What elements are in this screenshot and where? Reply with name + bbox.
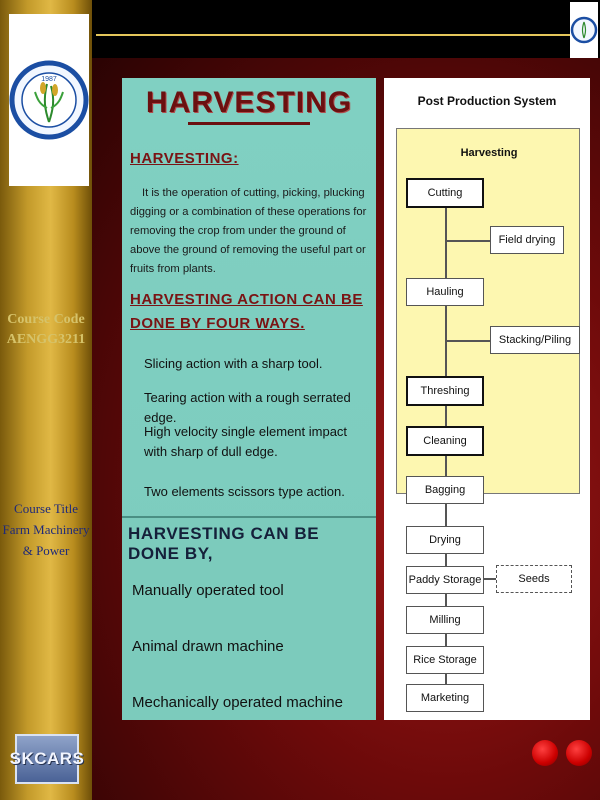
node-threshing: Threshing xyxy=(406,376,484,406)
header-divider xyxy=(96,34,570,36)
branch-seeds xyxy=(484,578,496,580)
node-milling: Milling xyxy=(406,606,484,634)
header-bar xyxy=(92,0,600,58)
diagram-title: Post Production System xyxy=(417,94,557,108)
course-title-line2: & Power xyxy=(22,543,70,558)
methods-panel xyxy=(122,516,376,720)
section1-paragraph: It is the operation of cutting, picking, plucking digging or a combination of these operations for removing the crop from under the ground of above the ground of removing the useful part or fruits from plants. xyxy=(130,187,367,275)
branch-stacking xyxy=(446,340,490,342)
action-item-3: High velocity single element impact with sharp of dull edge. xyxy=(144,424,348,459)
method-item-1: Manually operated tool xyxy=(132,582,284,599)
node-marketing: Marketing xyxy=(406,684,484,712)
node-cutting: Cutting xyxy=(406,178,484,208)
method-item-3: Mechanically operated machine xyxy=(132,694,343,711)
small-university-logo-icon xyxy=(570,2,598,58)
node-hauling: Hauling xyxy=(406,278,484,306)
logo-year: 1987 xyxy=(41,76,57,83)
node-seeds: Seeds xyxy=(496,565,572,593)
node-cleaning: Cleaning xyxy=(406,426,484,456)
panel-title: HARVESTING xyxy=(145,86,353,119)
course-code xyxy=(0,310,92,350)
method-item-2: Animal drawn machine xyxy=(132,638,284,655)
decorative-red-dot-2 xyxy=(566,740,592,766)
section1-heading: HARVESTING: xyxy=(130,150,239,167)
methods-heading: HARVESTING CAN BE DONE BY, xyxy=(128,524,320,563)
node-bagging: Bagging xyxy=(406,476,484,504)
action-item-2: Tearing action with a rough serrated edge. xyxy=(144,390,351,425)
course-title xyxy=(0,498,92,561)
action-item-1: Slicing action with a sharp tool. xyxy=(144,356,323,371)
node-field-drying: Field drying xyxy=(490,226,564,254)
course-title-line1: Farm Machinery xyxy=(2,522,90,537)
course-code-label: Course Code xyxy=(7,312,85,327)
sidebar xyxy=(0,0,92,800)
node-drying: Drying xyxy=(406,526,484,554)
action-item-4: Two elements scissors type action. xyxy=(144,484,345,499)
harvesting-group-label: Harvesting xyxy=(460,147,518,159)
course-code-value: AENGG3211 xyxy=(6,332,86,347)
university-seal-icon xyxy=(9,14,89,186)
harvesting-panel xyxy=(122,78,376,720)
decorative-red-dot-1 xyxy=(532,740,558,766)
post-production-diagram xyxy=(384,78,590,720)
branch-field-drying xyxy=(446,240,490,242)
section2-heading: HARVESTING ACTION CAN BE DONE BY FOUR WAYS. xyxy=(130,291,363,332)
node-rice-storage: Rice Storage xyxy=(406,646,484,674)
skcars-badge: SKCARS xyxy=(15,734,79,784)
node-stacking: Stacking/Piling xyxy=(490,326,580,354)
university-logo xyxy=(9,14,89,186)
course-title-label: Course Title xyxy=(14,501,78,516)
title-underline xyxy=(188,122,310,125)
node-paddy-storage: Paddy Storage xyxy=(406,566,484,594)
